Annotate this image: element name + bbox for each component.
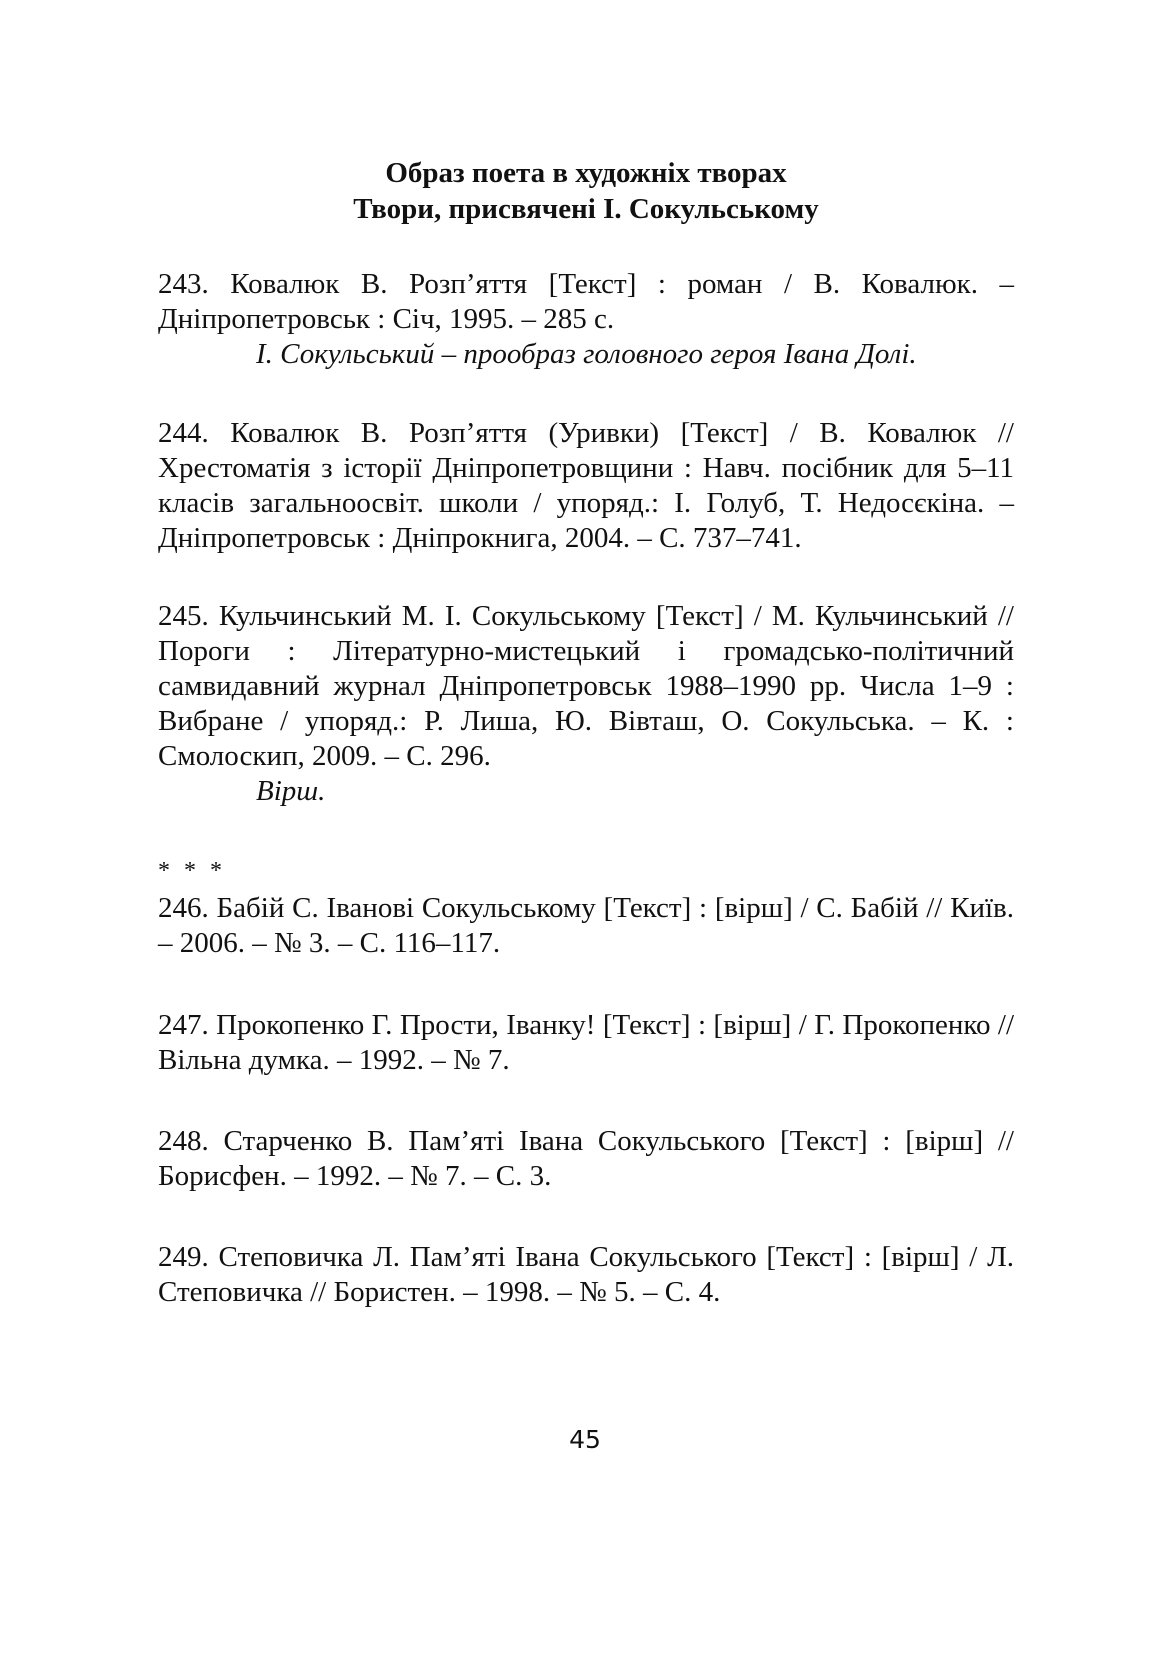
section-separator: * * * xyxy=(158,858,226,884)
entry-text: 248. Старченко В. Пам’яті Івана Сокульського [Текст] : [вірш] // Борисфен. – 1992. – № 7. – С. 3. xyxy=(158,1125,1014,1192)
bibliography-entry-244 xyxy=(158,416,1014,556)
heading-title: Образ поета в художніх творах xyxy=(385,157,787,189)
entry-text: 243. Ковалюк В. Розп’яття [Текст] : роман / В. Ковалюк. – Дніпропетровськ : Січ, 1995. – 285 с. xyxy=(158,268,1014,335)
bibliography-entry-247 xyxy=(158,1008,1014,1078)
bibliography-entry-245 xyxy=(158,599,1014,809)
entry-text: 246. Бабій С. Іванові Сокульському [Текст] : [вірш] / С. Бабій // Київ. – 2006. – № 3. – С. 116–117. xyxy=(158,892,1014,959)
page-number: 45 xyxy=(569,1425,601,1454)
bibliography-entry-249 xyxy=(158,1240,1014,1310)
bibliography-entry-248 xyxy=(158,1124,1014,1194)
section-heading xyxy=(158,155,1014,227)
heading-subtitle: Твори, присвячені І. Сокульському xyxy=(353,193,819,225)
entry-annotation: І. Сокульський – прообраз головного героя Івана Долі. xyxy=(256,338,917,370)
entry-annotation: Вірш. xyxy=(256,775,326,807)
entry-text: 249. Степовичка Л. Пам’яті Івана Сокульського [Текст] : [вірш] / Л. Степовичка // Бористен. – 1998. – № 5. – С. 4. xyxy=(158,1241,1014,1308)
entry-text: 245. Кульчинський М. І. Сокульському [Текст] / М. Кульчинський // Пороги : Літературно-мистецький і громадсько-політичний самвидавний журнал Дніпропетровськ 1988–1990 рр. Числа 1–9 : Вибране / упоряд.: Р. Лиша, Ю. Вівташ, О. Сокульська. – К. : Смолоскип, 2009. – С. 296. xyxy=(158,600,1014,772)
entry-text: 244. Ковалюк В. Розп’яття (Уривки) [Текст] / В. Ковалюк // Хрестоматія з історії Дніпропетровщини : Навч. посібник для 5–11 класів загальноосвіт. школи / упоряд.: І. Голуб, Т. Недосєкіна. – Дніпропетровськ : Дніпрокнига, 2004. – С. 737–741. xyxy=(158,417,1014,554)
bibliography-entry-243 xyxy=(158,267,1014,372)
bibliography-entry-246 xyxy=(158,891,1014,961)
entry-text: 247. Прокопенко Г. Прости, Іванку! [Текст] : [вірш] / Г. Прокопенко // Вільна думка. – 1992. – № 7. xyxy=(158,1009,1014,1076)
